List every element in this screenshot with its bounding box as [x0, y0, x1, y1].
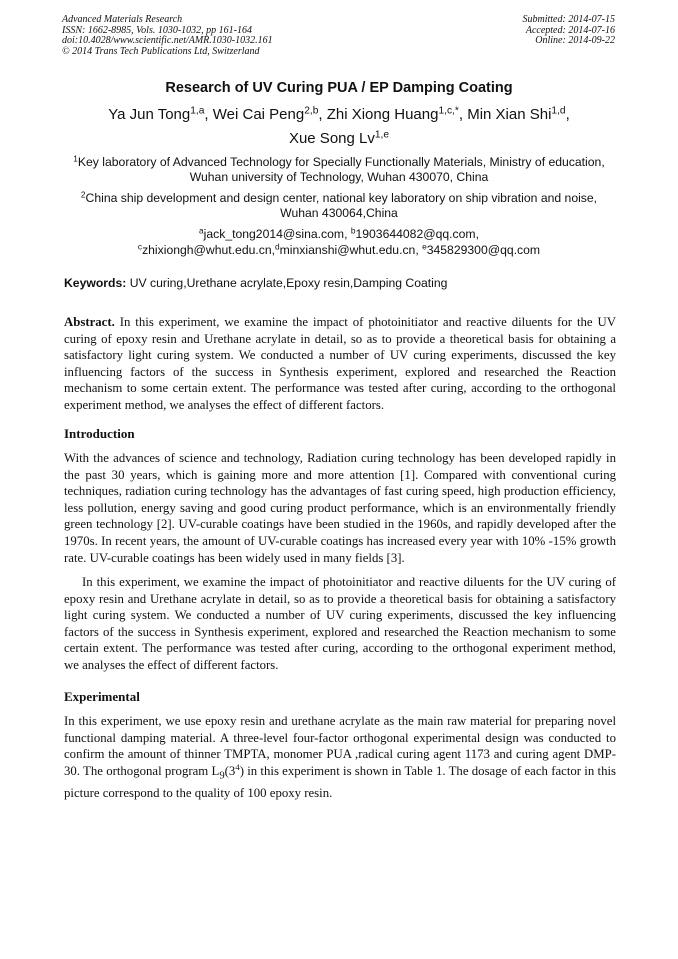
experimental-text: In this experiment, we use epoxy resin and urethane acrylate as the main raw material for preparing novel functional damping material. A three-level four-factor orthogonal experimental design was conducted to confirm the amount of thinner TMPTA, monomer PUA ,radical curing agent 1173 and curing agent DMP-30. The orthogonal program L — [64, 714, 616, 778]
affiliation-text: Key laboratory of Advanced Technology for Specially Functionally Materials, Ministry of education, Wuhan university of Technology, Wuhan 430070, China — [77, 155, 605, 184]
journal-copyright: © 2014 Trans Tech Publications Ltd, Switzerland — [62, 45, 260, 57]
author-list — [64, 103, 614, 151]
email-list — [62, 227, 616, 258]
affiliation-1 — [62, 155, 616, 185]
author-sup: 1,a — [190, 105, 205, 117]
author-sup: 1,d — [551, 105, 566, 117]
orthogonal-subscript: 9 — [219, 770, 225, 782]
submitted-date: Submitted: 2014-07-15 — [522, 14, 615, 25]
affiliation-sup: 1 — [73, 153, 78, 164]
journal-issn: ISSN: 1662-8985, Vols. 1030-1032, pp 161-164 — [62, 24, 252, 36]
keywords — [64, 276, 447, 290]
keywords-text: UV curing,Urethane acrylate,Epoxy resin,Damping Coating — [126, 276, 448, 290]
online-date: Online: 2014-09-22 — [535, 35, 615, 47]
experimental-text: ) in this experiment is shown in Table 1. The dosage of each factor in this picture correspond to the quality of 100 epoxy resin. — [64, 763, 617, 800]
author-sep: , — [204, 106, 213, 123]
author-name: Zhi Xiong Huang — [326, 106, 439, 123]
author-name: Xue Song Lv — [288, 130, 375, 147]
email-sup: c — [137, 240, 143, 251]
author-name: Ya Jun Tong — [108, 106, 191, 123]
email-sup: d — [275, 240, 280, 251]
affiliation-text: China ship development and design center, national key laboratory on ship vibration and noise, Wuhan 430064,China — [85, 191, 598, 220]
keywords-label: Keywords: — [64, 276, 127, 290]
accepted-date: Accepted: 2014-07-16 — [525, 24, 615, 36]
author-name: Min Xian Shi — [467, 106, 552, 123]
introduction-heading: Introduction — [64, 426, 135, 441]
affiliation-2 — [62, 191, 616, 221]
experimental-heading: Experimental — [64, 689, 140, 704]
abstract-text: In this experiment, we examine the impact of photoinitiator and reactive diluents for the UV curing of epoxy resin and Urethane acrylate in detail, so as to provide a theoretical basis for obtaining a satisfactory light curing system. We conducted a number of UV curing experiments, discussed the key influencing factors of the success in Synthesis experiment, explored and researched the Reaction mechanism to some certain extent. The performance was tested after curing, according to the orthogonal experiment method, we analyses the effect of different factors. — [64, 315, 616, 412]
orthogonal-superscript: 4 — [235, 762, 240, 772]
affiliation-sup: 2 — [80, 189, 86, 200]
journal-name: Advanced Materials Research — [62, 14, 183, 25]
author-sep: , — [565, 106, 570, 123]
introduction-paragraph-1: With the advances of science and technology, Radiation curing technology has been developed rapidly in the past 30 years, which is gaining more and more attention [1]. Compared with conventional curing techniques, radiation curing technology has the advantages of fast curing speed, high production efficiency, less pollution, energy saving and good curing product performance, which is an environmentally friendly green technology [2]. UV-curable coatings have been studied in the 1960s, and rapidly developed after the 1970s. In recent years, the amount of UV-curable coatings has increased every year with 10% -15% growth rate. UV-curable coatings has been widely used in many fields [3]. — [64, 451, 616, 565]
author-sup: 2,b — [304, 105, 319, 117]
abstract-paragraph — [64, 314, 616, 414]
author-sup: 1,c,* — [438, 105, 459, 117]
experimental-paragraph-1 — [64, 713, 616, 802]
email-address[interactable]: jack_tong2014@sina.com, — [203, 227, 351, 241]
dates-header — [523, 15, 616, 47]
email-sup: a — [199, 225, 204, 236]
email-sup: e — [422, 240, 427, 251]
email-sup: b — [350, 225, 356, 236]
email-address[interactable]: 345829300@qq.com — [426, 242, 541, 257]
author-sep: , — [318, 106, 327, 123]
email-address[interactable]: 1903644082@qq.com, — [355, 227, 479, 241]
abstract-label: Abstract. — [64, 315, 115, 329]
journal-doi[interactable]: doi:10.4028/www.scientific.net/AMR.1030-1032.161 — [62, 35, 273, 47]
author-name: Wei Cai Peng — [212, 106, 305, 123]
experimental-text: (3 — [224, 763, 236, 778]
author-sup: 1,e — [374, 129, 390, 141]
email-address[interactable]: minxianshi@whut.edu.cn, — [279, 242, 423, 257]
paper-title: Research of UV Curing PUA / EP Damping Coating — [165, 80, 513, 96]
author-sep: , — [458, 106, 468, 123]
journal-header — [62, 15, 273, 57]
email-address[interactable]: zhixiongh@whut.edu.cn, — [142, 242, 276, 257]
introduction-paragraph-2: In this experiment, we examine the impact of photoinitiator and reactive diluents for the UV curing of epoxy resin and Urethane acrylate in detail, so as to provide a theoretical basis for obtaining a satisfactory light curing system. We conducted a number of UV curing experiments, discussed the key influencing factors of the success in Synthesis experiment, explored and researched the Reaction mechanism to some certain extent. The performance was tested after curing, according to the orthogonal experiment method, we analyses the effect of different factors. — [64, 575, 616, 672]
